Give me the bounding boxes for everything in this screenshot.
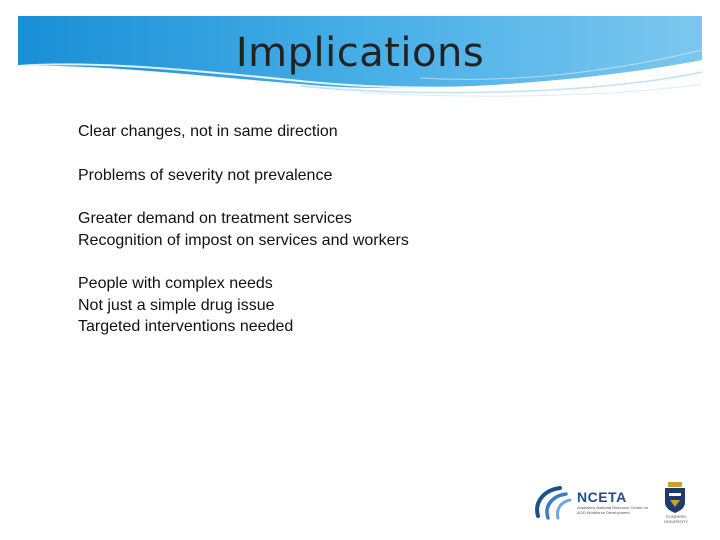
point-group-4 (78, 273, 678, 338)
nceta-logo-tagline: Australia's National Research Centre on AOD Workforce Development (577, 505, 649, 515)
slide-title: Implications (235, 30, 485, 76)
point-text: Problems of severity not prevalence (78, 166, 333, 184)
point-group-3 (78, 208, 678, 251)
point-text: Targeted interventions needed (78, 318, 294, 335)
point-text: Greater demand on treatment services (78, 210, 352, 227)
point-group-2 (78, 165, 678, 187)
university-logo-name: FLINDERS UNIVERSITY (663, 514, 688, 524)
point-text: People with complex needs (78, 275, 273, 292)
point-text: Recognition of impost on services and workers (78, 231, 409, 249)
point-group-1 (78, 121, 678, 143)
point-text: Clear changes, not in same direction (78, 123, 338, 140)
point-text: Not just a simple drug issue (78, 296, 275, 314)
slide-body (78, 121, 678, 360)
nceta-logo-name: NCETA (577, 489, 627, 505)
